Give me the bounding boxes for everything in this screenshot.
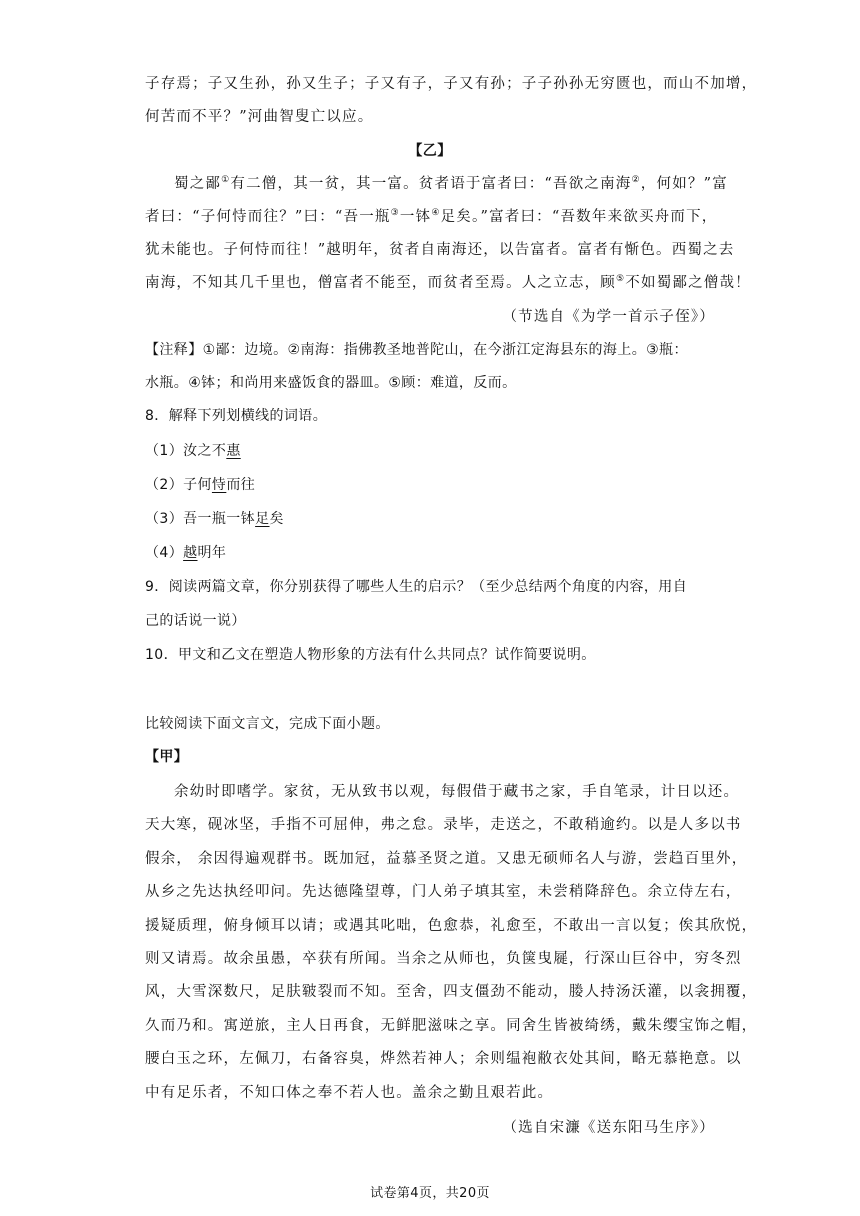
underlined-word: 惠 [226,443,241,459]
question-9: 9．阅读两篇文章，你分别获得了哪些人生的启示？（至少总结两个角度的内容，用自 [145,579,688,595]
text-line: 南海，不知其几千里也，僧富者不能至，而贫者至焉。人之立志，顾⑤不如蜀鄙之僧哉！ [145,274,751,291]
question-8: 8．解释下列划横线的词语。 [145,408,328,424]
question-8-1: （1）汝之不惠 [145,443,241,459]
text-line: 从乡之先达执经叩问。先达德隆望尊，门人弟子填其室，未尝稍降辞色。余立侍左右， [145,884,742,900]
underlined-word: 越 [183,545,198,561]
text-line: 犹未能也。子何恃而往！”越明年，贫者自南海还，以告富者。富者有惭色。西蜀之去 [145,242,735,258]
question-8-3: （3）吾一瓶一钵足矣 [145,511,284,527]
footnote-mark: ③ [390,208,400,219]
section-intro: 比较阅读下面文言文，完成下面小题。 [145,716,390,732]
text-line: 风，大雪深数尺，足肤皲裂而不知。至舍，四支僵劲不能动，媵人持汤沃灌，以衾拥覆， [145,984,758,1000]
text-line: 中有足乐者，不知口体之奉不若人也。盖余之勤且艰若此。 [145,1085,554,1101]
text-line: 者曰：“子何恃而往？”曰：“吾一瓶③一钵④足矣。”富者曰：“吾数年来欲买舟而下， [145,208,718,225]
underlined-word: 足 [255,511,270,527]
page-footer: 试卷第4页，共20页 [370,1186,490,1201]
text-line: 则又请焉。故余虽愚，卒获有所闻。当余之从师也，负箧曳屣，行深山巨谷中，穷冬烈 [145,951,742,967]
text-line: 假余， 余因得遍观群书。既加冠，益慕圣贤之道。又患无硕师名人与游，尝趋百里外， [145,851,748,867]
text-line: 子存焉；子又生孙，孙又生子；子又有子，子又有孙；子子孙孙无穷匮也，而山不加增， [145,76,758,92]
text-line: 蜀之鄙①有二僧，其一贫，其一富。贫者语于富者曰：“吾欲之南海②，何如？”富 [174,175,728,192]
underlined-word: 恃 [211,477,227,493]
footnote-mark: ① [221,175,231,186]
text-line: 久而乃和。寓逆旅，主人日再食，无鲜肥滋味之享。同舍生皆被绮绣，戴朱缨宝饰之帽， [145,1018,758,1034]
section-heading: 【甲】 [145,749,189,765]
source-citation: （选自宋濂《送东阳马生序》） [502,1120,715,1136]
question-9-cont: 己的话说一说） [145,613,246,629]
source-citation: （节选自《为学一首示子侄》） [502,309,715,325]
text-line: 何苦而不平？”河曲智叟亡以应。 [145,109,374,125]
text-line: 腰白玉之环，左佩刀，右备容臭，烨然若神人；余则缊袍敝衣处其间，略无慕艳意。以 [145,1051,742,1067]
footnote-mark: ⑤ [616,274,626,285]
notes-line: 【注释】①鄙：边境。②南海：指佛教圣地普陀山，在今浙江定海县东的海上。③瓶： [145,342,688,358]
footnote-mark: ④ [431,208,441,219]
notes-line: 水瓶。④钵；和尚用来盛饭食的器皿。⑤顾：难道，反而。 [145,375,517,391]
text-line: 天大寒，砚冰坚，手指不可屈伸，弗之怠。录毕，走送之，不敢稍逾约。以是人多以书 [145,817,742,833]
footnote-mark: ② [631,175,641,186]
question-8-4: （4）越明年 [145,545,227,561]
section-heading: 【乙】 [408,143,452,159]
question-10: 10．甲文和乙文在塑造人物形象的方法有什么共同点？试作简要说明。 [145,647,596,663]
text-line: 援疑质理，俯身倾耳以请；或遇其叱咄，色愈恭，礼愈至，不敢出一言以复；俟其欣悦， [145,918,758,934]
text-line: 余幼时即嗜学。家贫，无从致书以观，每假借于藏书之家，手自笔录，计日以还。 [174,784,740,800]
question-8-2: （2）子何恃而往 [145,477,256,493]
